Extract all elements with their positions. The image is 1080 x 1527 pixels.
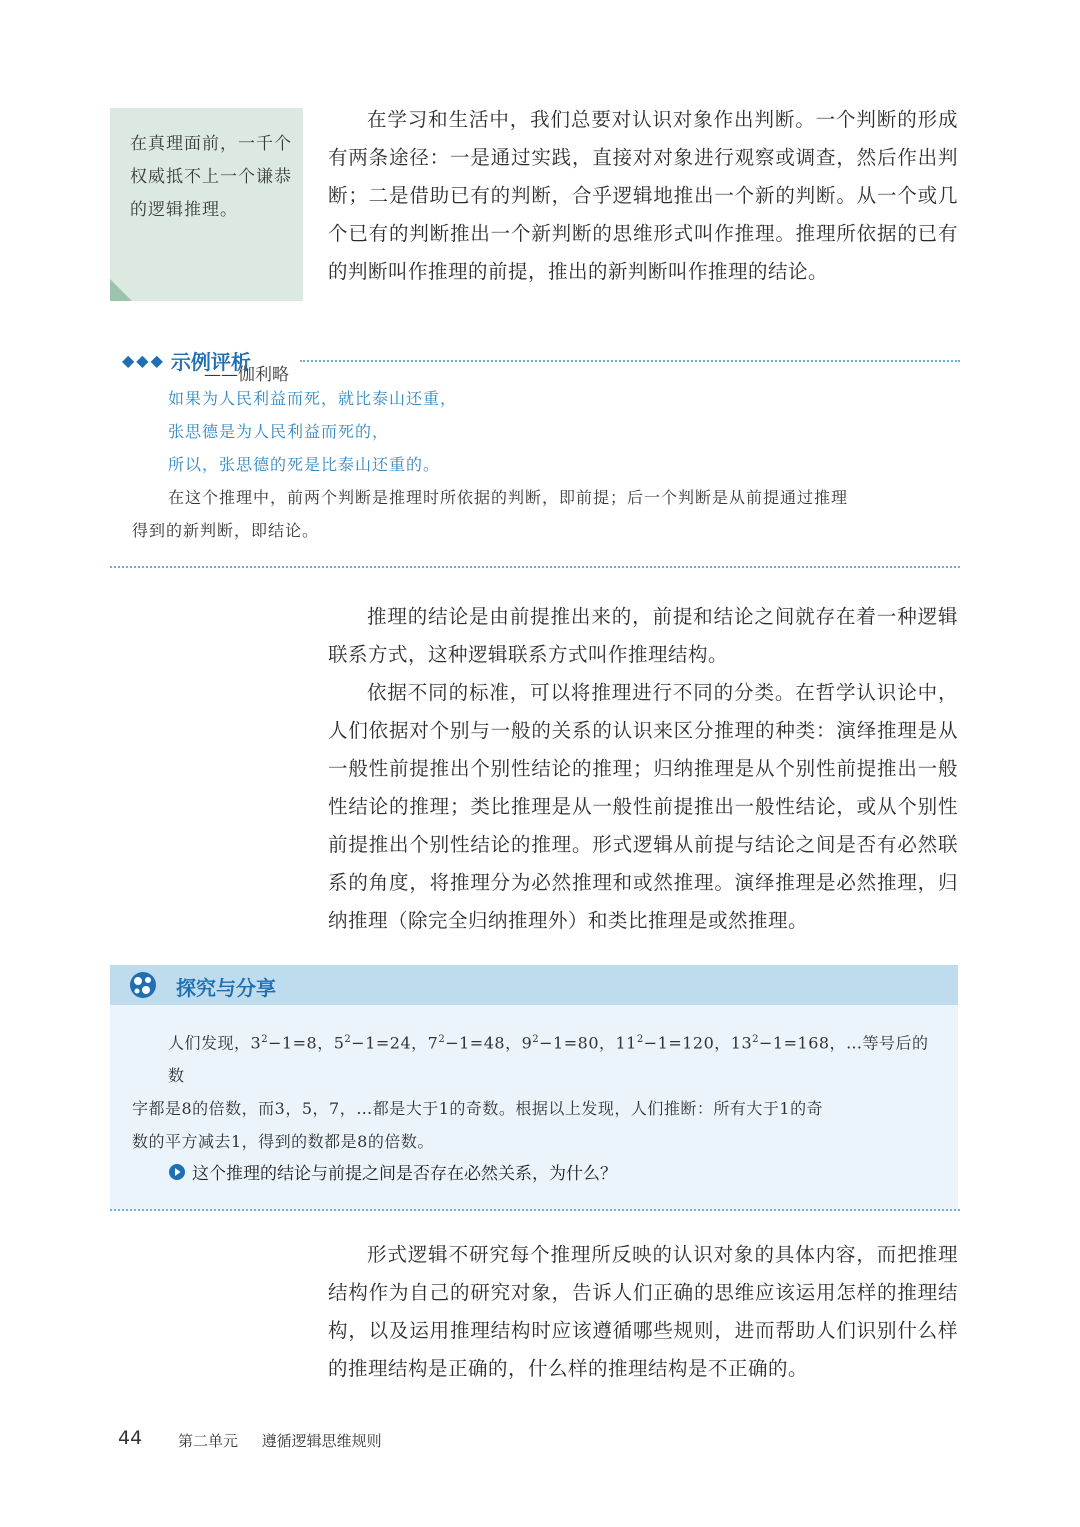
example-note-line: 在这个推理中，前两个判断是推理时所依据的判断，即前提；后一个判断是从前提通过推理: [168, 488, 849, 507]
example-line: 所以，张思德的死是比泰山还重的。: [168, 455, 441, 474]
example-section-title: 示例评析: [170, 349, 251, 374]
explore-segment: −1=120，13: [643, 1033, 753, 1053]
example-section-header: [122, 345, 251, 375]
example-block: [168, 382, 958, 481]
page-number: 44: [118, 1427, 143, 1449]
superscript: 2: [438, 1034, 446, 1045]
explore-segment: −1=48，9: [445, 1033, 533, 1053]
example-line: 如果为人民利益而死，就比泰山还重，: [168, 389, 458, 408]
section-dotted-divider: [110, 566, 960, 568]
explore-segment: −1=24，7: [351, 1033, 439, 1053]
explore-dotted-divider: [110, 1209, 960, 1211]
paragraph-text: 在学习和生活中，我们总要对认识对象作出判断。一个判断的形成有两条途径：一是通过实践，直接对对象进行观察或调查，然后作出判断；二是借助已有的判断，合乎逻辑地推出一个新的判断。从一个或几个已有的判断推出一个新判断的思维形式叫作推理。推理所依据的已有的判断叫作推理的前提，推出的新判断叫作推理的结论。: [328, 108, 958, 283]
paragraph-text: 推理的结论是由前提推出来的，前提和结论之间就存在着一种逻辑联系方式，这种逻辑联系方式叫作推理结构。: [328, 605, 958, 666]
paragraph-text: 形式逻辑不研究每个推理所反映的认识对象的具体内容，而把推理结构作为自己的研究对象，告诉人们正确的思维应该运用怎样的推理结构，以及运用推理结构时应该遵循哪些规则，进而帮助人们识别什么样的推理结构是正确的，什么样的推理结构是不正确的。: [328, 1243, 958, 1380]
superscript: 2: [532, 1034, 540, 1045]
superscript: 2: [636, 1034, 644, 1045]
superscript: 2: [344, 1034, 352, 1045]
footer-unit-label: 第二单元: [178, 1432, 239, 1450]
explore-text-line: 字都是8的倍数，而3，5，7，…都是大于1的奇数。根据以上发现，人们推断：所有大于1的奇: [132, 1099, 824, 1119]
explore-section-header: [110, 965, 958, 1005]
explore-section-title: 探究与分享: [176, 976, 276, 1000]
question-text: 这个推理的结论与前提之间是否存在必然关系，为什么？: [192, 1164, 617, 1184]
play-arrow-icon: [168, 1163, 186, 1181]
explore-text: [132, 1023, 944, 1158]
superscript: 2: [752, 1034, 760, 1045]
example-line: 张思德是为人民利益而死的，: [168, 422, 390, 441]
paragraph-text: 依据不同的标准，可以将推理进行不同的分类。在哲学认识论中，人们依据对个别与一般的关系的认识来区分推理的种类：演绎推理是从一般性前提推出个别性结论的推理；归纳推理是从个别性前提推出一般性结论的推理；类比推理是从一般性前提推出一般性结论，或从个别性前提推出个别性结论的推理。形式逻辑从前提与结论之间是否有必然联系的角度，将推理分为必然推理和或然推理。演绎推理是必然推理，归纳推理（除完全归纳推理外）和类比推理是或然推理。: [328, 681, 958, 932]
explore-segment: −1=168，…等号后的数: [168, 1033, 929, 1086]
page-fold-corner: [110, 279, 132, 301]
explore-question: [168, 1159, 617, 1184]
explore-text-line: 数的平方减去1，得到的数都是8的倍数。: [132, 1132, 434, 1152]
body-paragraphs-2-3: [328, 598, 958, 940]
example-note: [132, 481, 962, 547]
explore-section-body: [110, 1005, 958, 1210]
explore-segment: 人们发现，3: [168, 1033, 262, 1053]
footer-unit-title: 遵循逻辑思维规则: [261, 1432, 382, 1450]
explore-segment: −1=80，11: [539, 1033, 637, 1053]
explore-molecule-icon: [128, 970, 158, 1000]
diamond-bullets-icon: ◆◆◆: [122, 350, 165, 370]
body-paragraph-1: [328, 101, 958, 291]
example-note-line: 得到的新判断，即结论。: [132, 521, 320, 540]
header-dotted-divider: [300, 360, 960, 362]
footer-unit: [178, 1430, 382, 1451]
body-paragraph-4: [328, 1236, 958, 1388]
sidenote-quote: 在真理面前，一千个权威抵不上一个谦恭的逻辑推理。: [130, 134, 292, 220]
sidenote-author: ——伽利略: [204, 365, 289, 385]
explore-text-line: [132, 1023, 944, 1092]
superscript: 2: [261, 1034, 269, 1045]
explore-segment: −1=8，5: [268, 1033, 345, 1053]
